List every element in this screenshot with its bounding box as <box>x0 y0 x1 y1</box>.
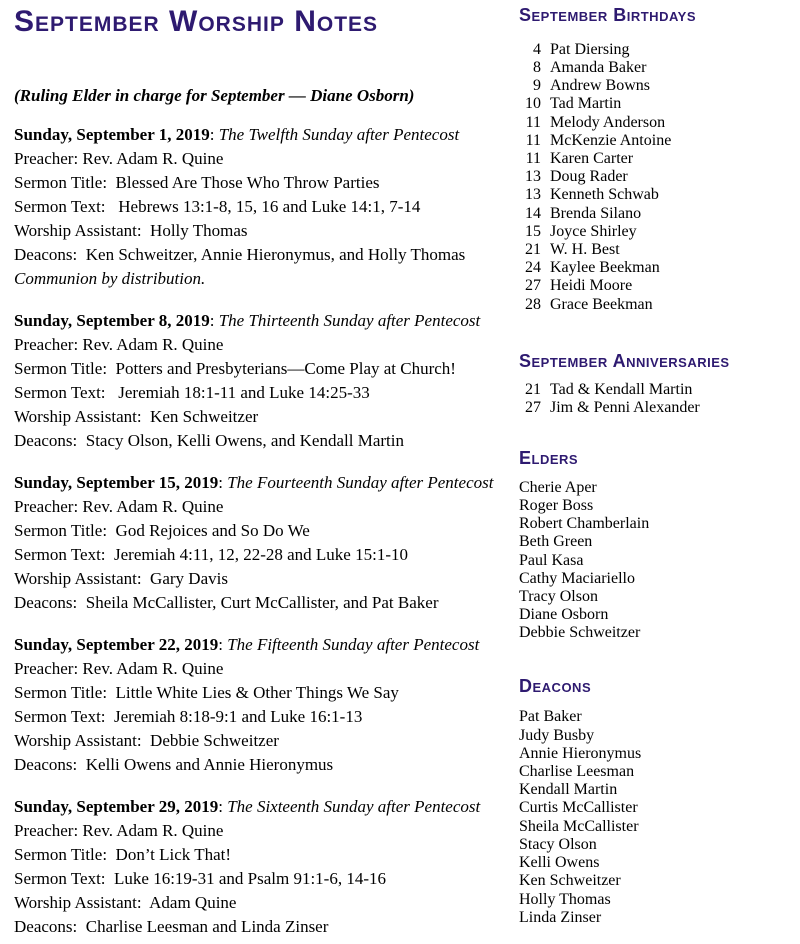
birthday-row <box>519 241 793 259</box>
birthday-day: 24 <box>525 259 541 277</box>
service-worship-assistant: Worship Assistant: Gary Davis <box>14 568 228 588</box>
deacon-name: Charlise Leesman <box>519 763 635 781</box>
service-sunday-title: The Fourteenth Sunday after Pentecost <box>227 472 494 492</box>
service-worship-assistant: Worship Assistant: Holly Thomas <box>14 220 248 240</box>
service-header <box>14 309 506 333</box>
deacon-name: Sheila McCallister <box>519 817 639 835</box>
birthdays-heading: September Birthdays <box>519 5 696 25</box>
rosters-column <box>519 6 793 939</box>
deacons-list <box>519 708 793 926</box>
birthday-name: Amanda Baker <box>550 59 647 76</box>
birthday-row <box>519 77 793 95</box>
deacon-name: Curtis McCallister <box>519 799 638 817</box>
birthday-day: 8 <box>533 59 541 76</box>
anniversaries-heading: September Anniversaries <box>519 350 730 371</box>
deacon-name: Pat Baker <box>519 708 582 726</box>
deacon-name: Linda Zinser <box>519 908 602 926</box>
birthday-day: 11 <box>525 150 541 168</box>
birthday-day: 11 <box>525 131 541 149</box>
service-header <box>14 471 506 495</box>
elder-name: Diane Osborn <box>519 606 609 624</box>
deacon-name: Annie Hieronymus <box>519 744 642 762</box>
birthday-row <box>519 205 793 223</box>
service-separator: : <box>218 472 228 492</box>
birthday-name: McKenzie Antoine <box>550 131 672 149</box>
elder-name: Tracy Olson <box>519 588 598 606</box>
service-deacons: Deacons: Charlise Leesman and Linda Zinser <box>14 916 329 936</box>
birthday-row <box>519 150 793 168</box>
worship-notes-column <box>14 6 506 939</box>
service-sunday-title: The Fifteenth Sunday after Pentecost <box>227 634 480 654</box>
deacon-name: Stacy Olson <box>519 835 597 853</box>
birthday-day: 9 <box>533 77 541 95</box>
service-sermon-text: Sermon Text: Jeremiah 18:1-11 and Luke 14:25-33 <box>14 382 370 402</box>
birthday-day: 11 <box>525 113 541 131</box>
birthday-name: Grace Beekman <box>550 295 653 313</box>
deacon-name: Kendall Martin <box>519 781 618 799</box>
service-header <box>14 123 506 147</box>
service-block-sep-22 <box>14 633 506 777</box>
service-header <box>14 795 506 819</box>
elder-name: Cherie Aper <box>519 478 597 496</box>
elder-name: Cathy Maciariello <box>519 569 635 587</box>
service-worship-assistant: Worship Assistant: Adam Quine <box>14 892 237 912</box>
service-preacher: Preacher: Rev. Adam R. Quine <box>14 820 224 840</box>
birthday-day: 13 <box>525 168 541 186</box>
deacon-name: Judy Busby <box>519 726 595 744</box>
birthday-name: Brenda Silano <box>550 204 642 222</box>
birthday-day: 13 <box>525 186 541 204</box>
birthday-row <box>519 296 793 314</box>
birthday-row <box>519 168 793 186</box>
service-deacons: Deacons: Stacy Olson, Kelli Owens, and Kendall Martin <box>14 430 404 450</box>
elder-name: Debbie Schweitzer <box>519 624 641 642</box>
page-title: September Worship Notes <box>14 5 379 38</box>
service-block-sep-8 <box>14 309 506 453</box>
service-sunday-title: The Sixteenth Sunday after Pentecost <box>227 796 481 816</box>
birthday-day: 10 <box>525 95 541 113</box>
birthday-day: 28 <box>525 295 541 313</box>
birthday-day: 4 <box>533 40 541 58</box>
anniversary-name: Tad & Kendall Martin <box>550 380 693 398</box>
service-deacons: Deacons: Sheila McCallister, Curt McCallister, and Pat Baker <box>14 592 439 612</box>
anniversary-row <box>519 381 793 399</box>
service-date: Sunday, September 8, 2019 <box>14 310 210 330</box>
service-sermon-title: Sermon Title: God Rejoices and So Do We <box>14 520 310 540</box>
service-sermon-text: Sermon Text: Hebrews 13:1-8, 15, 16 and Luke 14:1, 7-14 <box>14 196 421 216</box>
elders-list <box>519 479 793 643</box>
service-preacher: Preacher: Rev. Adam R. Quine <box>14 496 224 516</box>
service-sermon-title: Sermon Title: Little White Lies & Other Things We Say <box>14 682 399 702</box>
service-deacons: Deacons: Ken Schweitzer, Annie Hieronymus, and Holly Thomas <box>14 244 466 264</box>
birthday-day: 21 <box>525 241 541 259</box>
birthday-row <box>519 132 793 150</box>
birthdays-list <box>519 41 793 314</box>
elder-name: Roger Boss <box>519 497 594 515</box>
service-sermon-text: Sermon Text: Jeremiah 4:11, 12, 22-28 and Luke 15:1-10 <box>14 544 408 564</box>
birthday-row <box>519 114 793 132</box>
birthday-name: W. H. Best <box>550 241 620 259</box>
birthday-row <box>519 277 793 295</box>
elder-name: Beth Green <box>519 533 593 551</box>
birthday-row <box>519 223 793 241</box>
service-separator: : <box>209 310 219 330</box>
elders-heading: Elders <box>519 448 579 469</box>
deacon-name: Ken Schweitzer <box>519 872 621 890</box>
birthday-name: Joyce Shirley <box>550 222 637 240</box>
service-separator: : <box>218 634 228 654</box>
service-sermon-title: Sermon Title: Don’t Lick That! <box>14 844 232 864</box>
birthday-name: Kenneth Schwab <box>550 186 659 204</box>
service-deacons: Deacons: Kelli Owens and Annie Hieronymus <box>14 754 334 774</box>
service-worship-assistant: Worship Assistant: Ken Schweitzer <box>14 406 259 426</box>
service-preacher: Preacher: Rev. Adam R. Quine <box>14 148 224 168</box>
service-preacher: Preacher: Rev. Adam R. Quine <box>14 334 224 354</box>
service-date: Sunday, September 22, 2019 <box>14 634 219 654</box>
birthday-row <box>519 259 793 277</box>
service-date: Sunday, September 15, 2019 <box>14 472 219 492</box>
anniversary-day: 21 <box>525 380 541 398</box>
anniversary-name: Jim & Penni Alexander <box>550 398 700 416</box>
service-sunday-title: The Twelfth Sunday after Pentecost <box>218 124 460 144</box>
birthday-day: 27 <box>525 277 541 295</box>
birthday-row <box>519 186 793 204</box>
birthday-row <box>519 95 793 113</box>
service-sermon-text: Sermon Text: Luke 16:19-31 and Psalm 91:1-6, 14-16 <box>14 868 386 888</box>
service-preacher: Preacher: Rev. Adam R. Quine <box>14 658 224 678</box>
deacon-name: Holly Thomas <box>519 890 611 908</box>
deacon-name: Kelli Owens <box>519 854 600 872</box>
service-communion-note: Communion by distribution. <box>14 268 206 288</box>
service-date: Sunday, September 29, 2019 <box>14 796 219 816</box>
elder-name: Paul Kasa <box>519 551 584 569</box>
birthday-name: Andrew Bowns <box>550 77 650 95</box>
service-separator: : <box>209 124 219 144</box>
birthday-name: Karen Carter <box>550 150 634 168</box>
birthday-name: Doug Rader <box>550 168 628 186</box>
anniversary-day: 27 <box>525 398 541 416</box>
service-worship-assistant: Worship Assistant: Debbie Schweitzer <box>14 730 279 750</box>
service-separator: : <box>218 796 228 816</box>
elder-name: Robert Chamberlain <box>519 515 650 533</box>
birthday-name: Kaylee Beekman <box>550 259 660 277</box>
service-sermon-title: Sermon Title: Potters and Presbyterians—Come Play at Church! <box>14 358 456 378</box>
ruling-elder-note: (Ruling Elder in charge for September — Diane Osborn) <box>14 85 415 105</box>
birthday-name: Tad Martin <box>550 95 622 113</box>
service-date: Sunday, September 1, 2019 <box>14 124 210 144</box>
service-sermon-title: Sermon Title: Blessed Are Those Who Throw Parties <box>14 172 380 192</box>
birthday-row <box>519 59 793 77</box>
anniversaries-list <box>519 381 793 417</box>
birthday-name: Melody Anderson <box>550 113 666 131</box>
birthday-day: 14 <box>525 204 541 222</box>
service-block-sep-1 <box>14 123 506 291</box>
service-block-sep-15 <box>14 471 506 615</box>
birthday-day: 15 <box>525 222 541 240</box>
birthday-name: Pat Diersing <box>550 40 630 58</box>
service-block-sep-29 <box>14 795 506 939</box>
service-header <box>14 633 506 657</box>
birthday-name: Heidi Moore <box>550 277 633 295</box>
deacons-heading: Deacons <box>519 675 592 696</box>
service-sunday-title: The Thirteenth Sunday after Pentecost <box>218 310 481 330</box>
birthday-row <box>519 41 793 59</box>
anniversary-row <box>519 399 793 417</box>
service-sermon-text: Sermon Text: Jeremiah 8:18-9:1 and Luke 16:1-13 <box>14 706 363 726</box>
